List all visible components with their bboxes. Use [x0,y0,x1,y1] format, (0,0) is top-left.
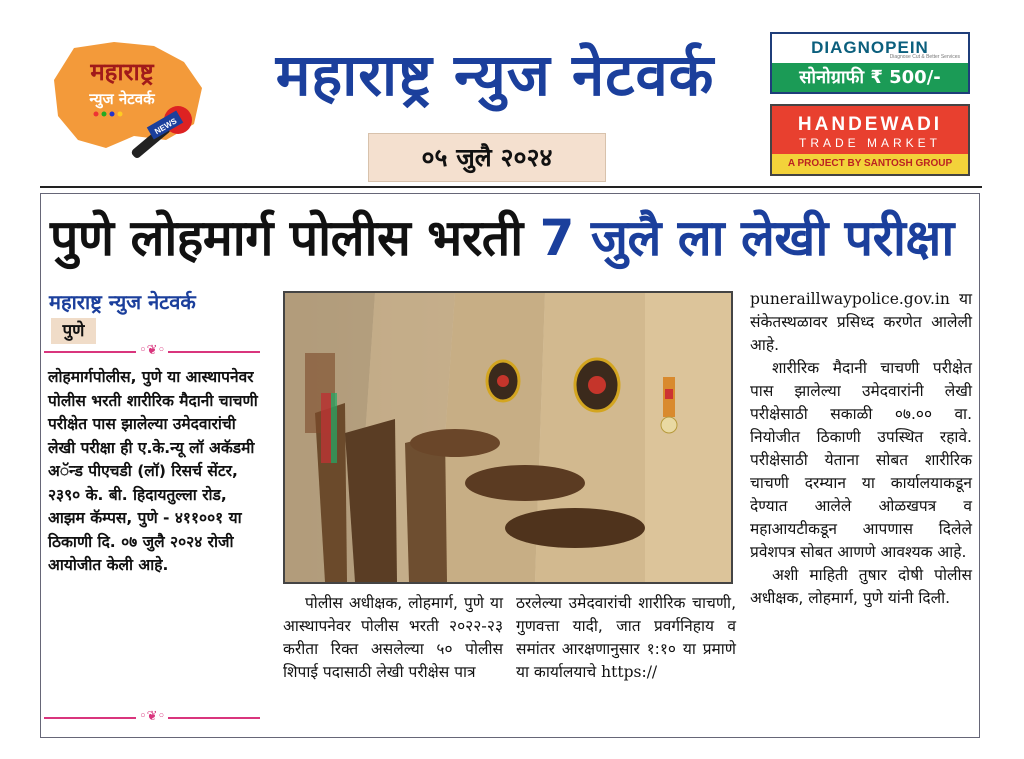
logo-dot [102,112,107,117]
ad-diagnopein-offer: सोनोग्राफी ₹ 500/- [772,63,968,92]
url-link-start[interactable]: https:// [601,663,658,681]
article-column-4 [750,288,972,610]
divider-ornament: ◦❦◦ [44,345,260,359]
dateline-place: पुणे [51,318,96,344]
ad-diagnopein-brand: DIAGNOPEIN [811,38,929,57]
article-lead: लोहमार्गपोलीस, पुणे या आस्थापनेवर पोलीस भरती शारीरिक मैदानी चाचणी परीक्षेत पास झालेल्या उमेदवारांची लेखी परीक्षा ही ए.के.न्यू लॉ अकॅडमी अॅन्ड पीएचडी (लॉ) रिसर्च सेंटर, २३९० के. बी. हिदायतुल्ला रोड, आझम कॅम्पस, पुणे - ४११००१ या ठिकाणी दि. ०७ जुलै २०२४ रोजी आयोजीत केली आहे. [48,368,258,574]
headline-part2: 7 जुलै ला लेखी परीक्षा [539,209,954,267]
mic-label: NEWS [153,116,179,137]
ad-handewadi-footer: A PROJECT BY SANTOSH GROUP [772,154,968,174]
url-link-end[interactable]: puneraillwaypolice.gov.in [750,290,950,308]
logo-dot [94,112,99,117]
column-4-paragraph-1 [750,288,972,357]
article-column-3 [516,592,736,684]
headline-part1: पुणे लोहमार्ग पोलीस भरती [50,209,523,267]
masthead-rule [40,186,982,188]
article-column-2 [283,592,503,684]
ad-diagnopein[interactable] [770,32,970,94]
column-3-paragraph [516,592,736,684]
ad-handewadi-title: HANDEWADI [797,114,943,135]
column-4-text-1: या संकेतस्थळावर प्रसिध्द करणेत आलेली आहे. [750,290,972,354]
issue-date: ०५ जुलै २०२४ [368,133,606,182]
column-4-paragraph-2: शारीरिक मैदानी चाचणी परीक्षेत पास झालेल्या उमेदवारांनी लेखी परीक्षेसाठी सकाळी ०७.०० वा. नियोजीत ठिकाणी उपस्थित रहावे. परीक्षेसाठी येताना सोबत शारीरिक चाचणी दरम्यान या कार्यालयाकडून देण्यात आलेले ओळखपत्र व महाआयटीकडून आपणास दिलेले प्रवेशपत्र सोबत आणणे आवश्यक आहे. [750,359,972,561]
article-photo [283,291,733,584]
divider-ornament: ◦❦◦ [44,711,260,725]
logo-dot [110,112,115,117]
newspaper-logo [44,40,220,170]
ad-handewadi[interactable] [770,104,970,176]
masthead-title: महाराष्ट्र न्युज नेटवर्क [275,41,715,109]
column-2-text: पोलीस अधीक्षक, लोहमार्ग, पुणे या आस्थापनेवर पोलीस भरती २०२२-२३ करीता रिक्त असलेल्या ५० पोलीस शिपाई पदासाठी लेखी परीक्षेस पात्र [283,594,503,681]
article-byline: महाराष्ट्र न्युज नेटवर्क [49,290,196,314]
logo-dot [118,112,123,117]
column-3-text: ठरलेल्या उमेदवारांची शारीरिक चाचणी, गुणवत्ता यादी, जात प्रवर्गनिहाय व समांतर आरक्षणानुसार १:१० या प्रमाणे या कार्यालयाचे [516,594,736,681]
column-4-paragraph-3: अशी माहिती तुषार दोषी पोलीस अधीक्षक, लोहमार्ग, पुणे यांनी दिली. [750,566,972,607]
logo-sub-text: न्युज नेटवर्क [89,90,155,108]
ad-handewadi-subtitle: TRADE MARKET [798,136,941,150]
article-headline [50,200,970,276]
ad-diagnopein-tagline: Diagnose Cut & Better Services [889,54,960,60]
logo-main-text: महाराष्ट्र [90,58,154,86]
